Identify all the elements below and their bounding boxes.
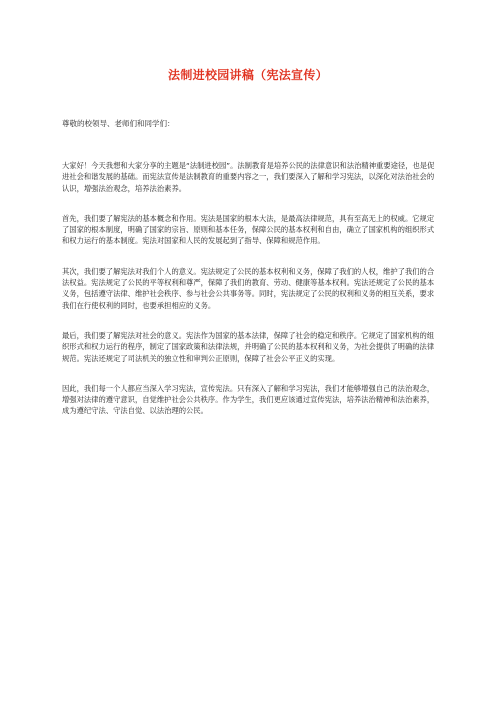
paragraph-conclusion: 因此，我们每一个人都应当深入学习宪法，宣传宪法。只有深入了解和学习宪法，我们才能够增强自己的法治观念，增强对法律的遵守意识，自觉维护社会公共秩序。作为学生，我们更应该通过宣传宪法，培养法治精神和法治素养，成为遵纪守法、守法自觉、以法治理的公民。 <box>62 383 435 416</box>
paragraph-last: 最后，我们要了解宪法对社会的意义。宪法作为国家的基本法律，保障了社会的稳定和秩序。它规定了国家机构的组织形式和权力运行的程序，制定了国家政策和法律法规，并明确了公民的基本权利和义务，为社会提供了明确的法律规范。宪法还规定了司法机关的独立性和审判公正原则，保障了社会公平正义的实现。 <box>62 330 435 363</box>
paragraph-second: 其次，我们要了解宪法对我们个人的意义。宪法规定了公民的基本权利和义务，保障了我们的人权，维护了我们的合法权益。宪法规定了公民的平等权利和尊严，保障了我们的教育、劳动、健康等基本权利。宪法还规定了公民的基本义务，包括遵守法律、维护社会秩序、参与社会公共事务等。同时，宪法规定了公民的权利和义务的相互关系，要求我们在行使权利的同时，也要承担相应的义务。 <box>62 266 435 310</box>
paragraph-intro: 大家好！今天我想和大家分享的主题是“法制进校园”。法制教育是培养公民的法律意识和法治精神重要途径，也是促进社会和谐发展的基础。而宪法宣传是法制教育的重要内容之一，我们要深入了解和学习宪法，以深化对法治社会的认识，增强法治观念，培养法治素养。 <box>62 161 435 193</box>
greeting-line: 尊敬的校领导、老师们和同学们： <box>62 119 175 128</box>
body-paragraphs <box>62 160 436 436</box>
paragraph-first: 首先，我们要了解宪法的基本概念和作用。宪法是国家的根本大法，是最高法律规范，具有至高无上的权威。它规定了国家的根本制度，明确了国家的宗旨、原则和基本任务，保障公民的基本权利和自由，确立了国家机构的组织形式和权力运行的基本制度。宪法对国家和人民的发展起到了指导、保障和规范作用。 <box>62 213 435 246</box>
document-title: 法制进校园讲稿（宪法宣传） <box>168 68 328 82</box>
